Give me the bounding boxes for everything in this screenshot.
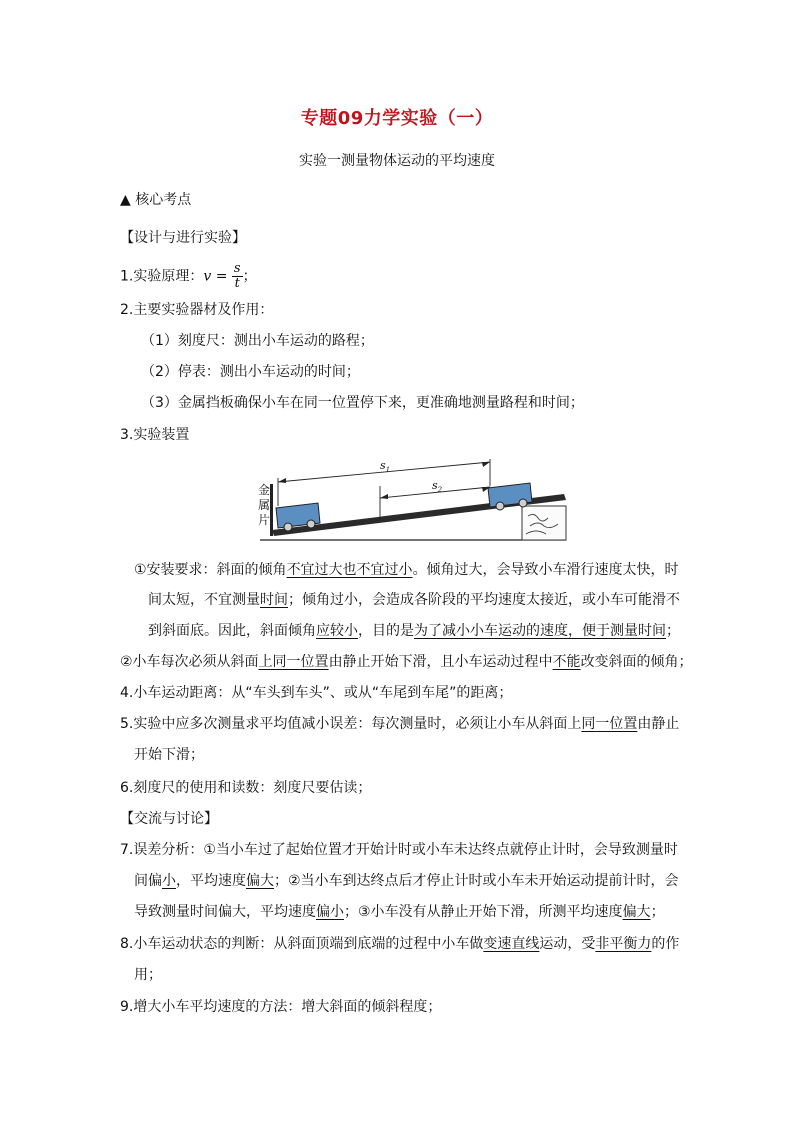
- metal-label-1: 金: [258, 483, 271, 497]
- p2-underline-position: 上同一位置: [258, 654, 329, 670]
- p1-underline-purpose: 为了减小小车运动的速度，便于测量时间: [414, 623, 666, 639]
- p2-text-c: 由静止开始下滑，且小车运动过程中: [328, 654, 553, 670]
- p1-text-d: 间太短，不宜测量: [148, 592, 260, 608]
- p1-line-1: [134, 560, 679, 580]
- p7-text-g: 导致测量时间偏大，平均速度: [134, 904, 316, 920]
- p7-text-f: ；②当小车到达终点后才停止计时或小车未开始运动提前计时，会: [274, 873, 679, 889]
- s1-label: $s_1$: [380, 459, 391, 474]
- p7-underline-large-2: 偏大: [622, 904, 651, 920]
- formula-denominator: t: [234, 276, 240, 291]
- metal-label-2: 属: [258, 498, 271, 512]
- item-3-apparatus: 3.实验装置: [120, 427, 190, 443]
- p1-text-f: ；倾角过小，会造成各阶段的平均速度太接近，或小车可能滑不: [288, 592, 680, 608]
- formula-fraction: [232, 262, 243, 291]
- p7-text-b: 间偏: [134, 873, 162, 889]
- page-subtitle: 实验一测量物体运动的平均速度: [299, 153, 495, 169]
- item-2-3-metal-plate: （3）金属挡板确保小车在同一位置停下来，更准确地测量路程和时间；: [141, 395, 584, 411]
- p1-underline-time: 时间: [260, 592, 288, 608]
- metal-plate: [270, 484, 273, 536]
- p8-line-2: 用；: [134, 967, 162, 983]
- p1-text-g: 到斜面底。因此，斜面倾角: [148, 623, 316, 639]
- item-4-distance: 4.小车运动距离：从“车头到车头”、或从“车尾到车尾”的距离；: [120, 685, 513, 701]
- page-title: 专题09力学实验（一）: [300, 108, 494, 129]
- item-2-1-ruler: （1）刻度尺：测出小车运动的路程；: [141, 333, 374, 349]
- p2-underline-cannot: 不能: [552, 654, 581, 670]
- item-2-equipment: 2.主要实验器材及作用：: [120, 302, 274, 318]
- p5-line-1: [120, 714, 679, 734]
- p7-underline-small: 小: [162, 873, 176, 889]
- p5-text-c: 由静止: [637, 716, 680, 732]
- item-9-increase-speed: 9.增大小车平均速度的方法：增大斜面的倾斜程度；: [120, 999, 442, 1015]
- p1-text-a: ①安装要求：斜面的倾角: [134, 562, 287, 578]
- p7-underline-large-1: 偏大: [246, 873, 274, 889]
- p5-line-2: 开始下滑；: [134, 747, 204, 763]
- p2-line: [120, 652, 693, 672]
- p2-text-a: ②小车每次必须从斜面: [120, 654, 259, 670]
- s2-label: $s_2$: [432, 479, 443, 494]
- formula-numerator: s: [233, 261, 241, 276]
- p8-text-e: 的作: [651, 936, 680, 952]
- metal-label-3: 片: [258, 513, 271, 527]
- p7-line-2: [134, 871, 679, 891]
- p7-text-k: ；: [650, 904, 665, 920]
- p5-text-a: 5.实验中应多次测量求平均值减小误差：每次测量时，必须让小车从斜面上: [120, 716, 582, 732]
- p1-text-k: ；: [666, 623, 680, 639]
- item-1-prefix: 1.实验原理：: [120, 268, 204, 285]
- apparatus-diagram: [250, 456, 580, 546]
- p1-line-2: [148, 590, 680, 610]
- p7-text-d: ，平均速度: [176, 873, 246, 889]
- item-1-principle: [120, 262, 257, 291]
- support-block: [522, 506, 566, 540]
- p1-text-c: 。倾角过大，会导致小车滑行速度太快，时: [412, 562, 679, 578]
- p1-underline-small: 应较小: [316, 623, 358, 639]
- core-heading: ▲ 核心考点: [120, 192, 192, 208]
- item-6-ruler: 6.刻度尺的使用和读数：刻度尺要估读；: [120, 780, 372, 796]
- p2-text-e: 改变斜面的倾角；: [580, 654, 693, 670]
- p7-line-1: 7.误差分析：①当小车过了起始位置才开始计时或小车未达终点就停止计时，会导致测量时: [120, 842, 678, 858]
- item-2-2-stopwatch: （2）停表：测出小车运动的时间；: [141, 364, 360, 380]
- p7-underline-small-2: 偏小: [316, 904, 344, 920]
- p8-text-a: 8.小车运动状态的判断：从斜面顶端到底端的过程中小车做: [120, 936, 484, 952]
- p8-line-1: [120, 934, 679, 954]
- section-design-heading: 【设计与进行实验】: [120, 230, 246, 246]
- p1-line-3: [148, 621, 680, 641]
- p7-text-i: ；③小车没有从静止开始下滑，所测平均速度: [344, 904, 623, 920]
- p5-underline-position: 同一位置: [581, 716, 638, 732]
- p1-underline-angle: 不宜过大也不宜过小: [286, 562, 413, 578]
- p7-line-3: [134, 902, 665, 922]
- item-1-suffix: ；: [242, 268, 257, 285]
- section-discuss-heading: 【交流与讨论】: [120, 811, 218, 827]
- p8-underline-unbalanced: 非平衡力: [595, 936, 652, 952]
- p8-underline-variable: 变速直线: [483, 936, 540, 952]
- p8-text-c: 运动，受: [539, 936, 596, 952]
- p1-text-i: ，目的是: [358, 623, 414, 639]
- formula-lhs: v =: [203, 268, 228, 285]
